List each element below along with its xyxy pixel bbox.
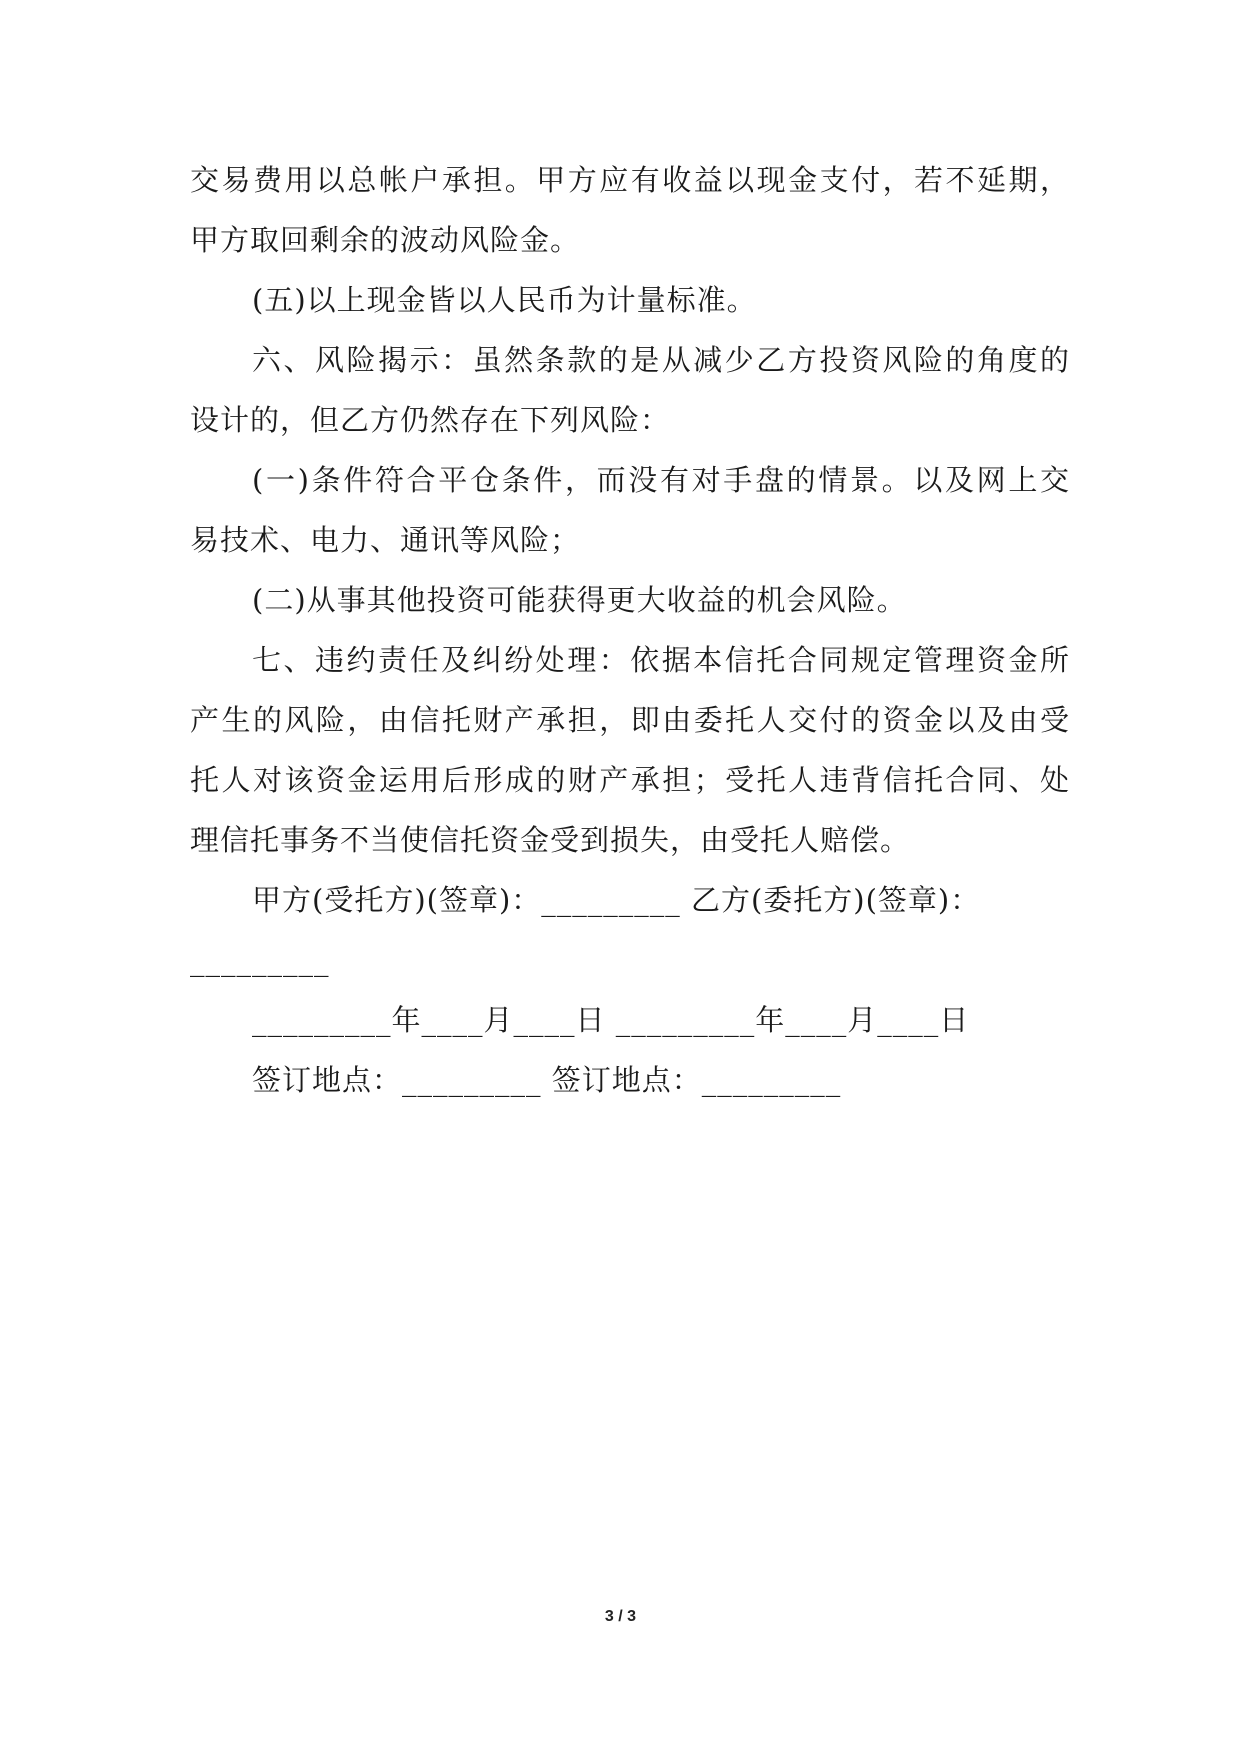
paragraph-line: 易技术、电力、通讯等风险； [190,523,581,557]
paragraph-line: 六、风险揭示：虽然条款的是从减少乙方投资风险的角度的 [252,343,1070,377]
signature-line: 甲方(受托方)(签章)：_________ 乙方(委托方)(签章)： [252,883,981,917]
signing-place-line: 签订地点：_________ 签订地点：_________ [252,1063,842,1097]
paragraph-line: (二)从事其他投资可能获得更大收益的机会风险。 [252,583,907,617]
paragraph-line: 交易费用以总帐户承担。甲方应有收益以现金支付，若不延期， [190,163,1070,197]
paragraph-line: 产生的风险，由信托财产承担，即由委托人交付的资金以及由受 [190,703,1070,737]
signature-blank: _________ [190,943,330,977]
date-line: _________年____月____日 _________年____月____日 [252,1003,970,1037]
paragraph-line: 托人对该资金运用后形成的财产承担；受托人违背信托合同、处 [190,763,1070,797]
paragraph-line: 设计的，但乙方仍然存在下列风险： [190,403,671,437]
paragraph-line: 理信托事务不当使信托资金受到损失，由受托人赔偿。 [190,823,911,857]
paragraph-line: 甲方取回剩余的波动风险金。 [190,223,581,257]
paragraph-line: (一)条件符合平仓条件，而没有对手盘的情景。以及网上交 [252,463,1070,497]
page-number: 3 / 3 [604,1608,637,1625]
document-page [190,150,1070,1110]
paragraph-line: 七、违约责任及纠纷处理：依据本信托合同规定管理资金所 [252,643,1070,677]
paragraph-line: (五)以上现金皆以人民币为计量标准。 [252,283,757,317]
